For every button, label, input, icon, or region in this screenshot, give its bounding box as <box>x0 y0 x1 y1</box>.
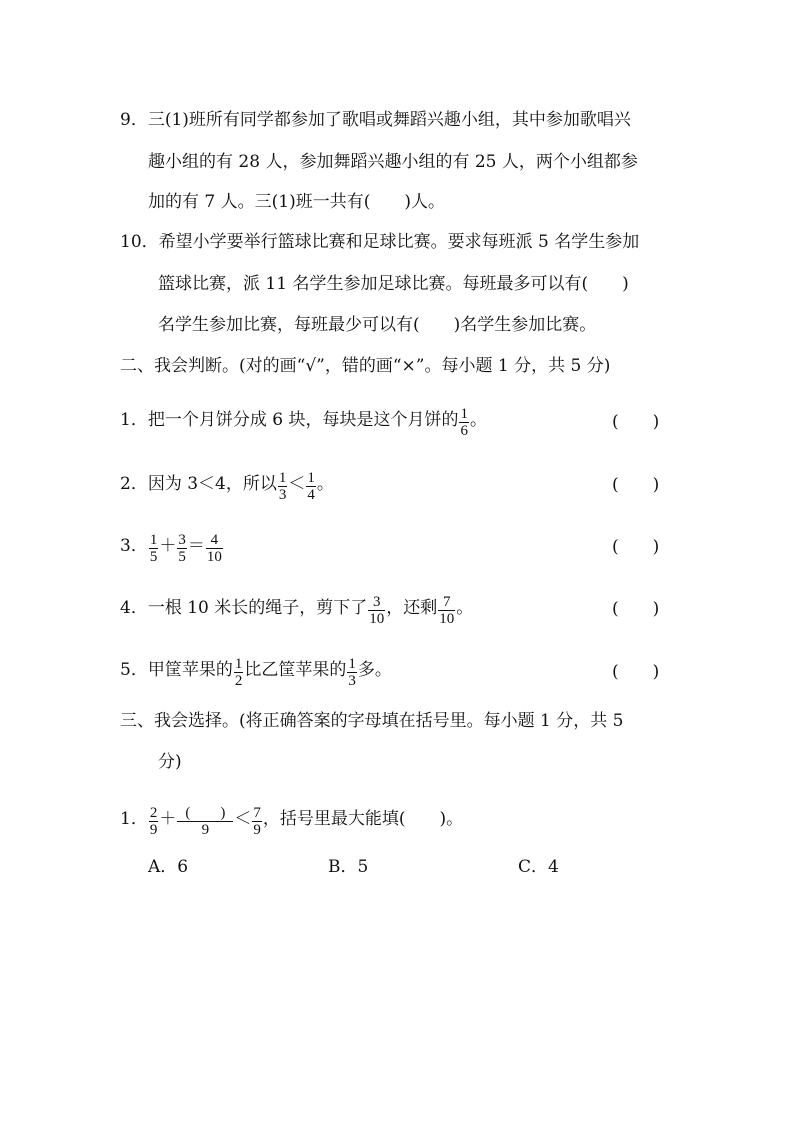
judge-item-5-text: 5．甲筐苹果的 <box>120 660 233 680</box>
judge-item-2-text: 2．因为 3＜4，所以 <box>120 474 277 494</box>
fraction: $\frac{1}{3}$ <box>348 656 356 689</box>
fraction: $\frac{3}{5}$ <box>178 532 186 565</box>
choice-q1-text: ，括号里最大能填( )。 <box>262 809 464 829</box>
judge-item-4-text: 4．一根 10 米长的绳子，剪下了 <box>120 598 368 618</box>
choice-heading-line2: 分) <box>158 752 182 772</box>
judge-item-2: 2．因为 3＜4，所以 $\frac{1}{3}$ ＜ $\frac{1}{4}$ 。 <box>120 470 334 503</box>
q9-line1: 9．三(1)班所有同学都参加了歌唱或舞蹈兴趣小组，其中参加歌唱兴 <box>120 110 631 130</box>
answer-paren-3[interactable]: ( ) <box>612 537 660 557</box>
fraction: $\frac{1}{4}$ <box>307 470 315 503</box>
judge-item-1: 1．把一个月饼分成 6 块，每块是这个月饼的 $\frac{1}{6}$ 。 <box>120 406 487 439</box>
fraction: $\frac{1}{6}$ <box>460 406 468 439</box>
judge-item-5: 5．甲筐苹果的 $\frac{1}{2}$ 比乙筐苹果的 $\frac{1}{3}$ 多。 <box>120 656 392 689</box>
judge-heading: 二、我会判断。(对的画“√”，错的画“×”。每小题 1 分，共 5 分) <box>120 356 611 376</box>
judge-item-1-text: 1．把一个月饼分成 6 块，每块是这个月饼的 <box>120 410 459 430</box>
q10-line3: 名学生参加比赛，每班最少可以有( )名学生参加比赛。 <box>158 315 597 335</box>
fraction: $\frac{4}{10}$ <box>206 532 222 565</box>
q9-line2: 趣小组的有 28 人，参加舞蹈兴趣小组的有 25 人，两个小组都参 <box>148 152 638 172</box>
answer-paren-4[interactable]: ( ) <box>612 599 660 619</box>
judge-item-3: 3． $\frac{1}{5}$ ＋ $\frac{3}{5}$ ＝ $\frac{4}{10}$ <box>120 532 222 565</box>
fraction: $\frac{1}{2}$ <box>234 656 243 689</box>
q10-line1: 10．希望小学要举行篮球比赛和足球比赛。要求每班派 5 名学生参加 <box>120 232 640 252</box>
choice-q1-number: 1． <box>120 809 148 829</box>
q9-line3: 加的有 7 人。三(1)班一共有( )人。 <box>148 192 445 212</box>
answer-paren-2[interactable]: ( ) <box>612 475 660 495</box>
choice-q1: 1． $\frac{2}{9}$ ＋ $\frac{( )}{9}$ ＜ $\frac{7}{9}$ ，括号里最大能填( )。 <box>120 805 464 838</box>
fraction: $\frac{2}{9}$ <box>149 805 158 838</box>
choice-heading-line1: 三、我会选择。(将正确答案的字母填在括号里。每小题 1 分，共 5 <box>120 711 624 731</box>
blank-fraction: $\frac{( )}{9}$ <box>177 805 233 838</box>
q10-line2: 篮球比赛，派 11 名学生参加足球比赛。每班最多可以有( ) <box>158 274 629 294</box>
fraction: $\frac{7}{10}$ <box>439 594 455 627</box>
judge-item-3-text: 3． <box>120 536 148 556</box>
answer-paren-1[interactable]: ( ) <box>612 412 660 432</box>
fraction: $\frac{1}{5}$ <box>149 532 158 565</box>
fraction: $\frac{3}{10}$ <box>369 594 385 627</box>
fraction: $\frac{1}{3}$ <box>278 470 287 503</box>
fraction: $\frac{7}{9}$ <box>253 805 261 838</box>
answer-paren-5[interactable]: ( ) <box>612 662 660 682</box>
option-c[interactable]: C．4 <box>518 857 559 877</box>
option-b[interactable]: B．5 <box>328 857 369 877</box>
option-a[interactable]: A．6 <box>148 857 189 877</box>
judge-item-4: 4．一根 10 米长的绳子，剪下了 $\frac{3}{10}$ ，还剩 $\frac{7}{10}$ 。 <box>120 594 474 627</box>
